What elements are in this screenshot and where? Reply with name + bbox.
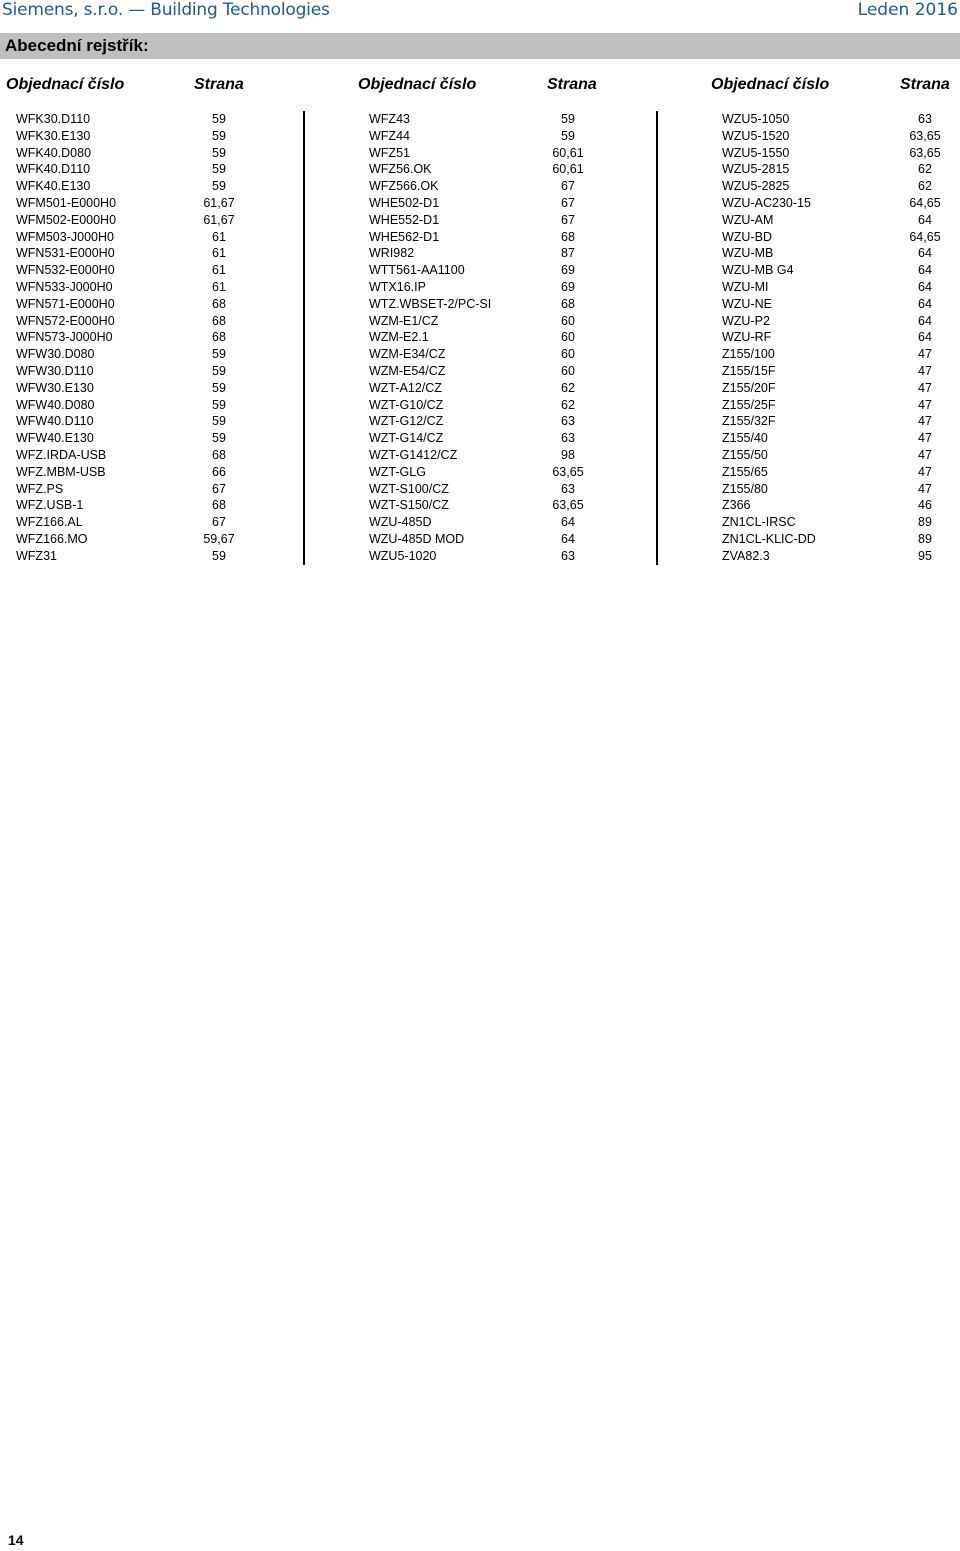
index-row [722,296,952,313]
index-row [369,497,649,514]
order-code: WFZ.MBM-USB [16,464,106,479]
page-ref: 63 [561,548,575,563]
index-row [722,313,952,330]
index-row [369,212,649,229]
index-row [722,464,952,481]
index-row [16,145,296,162]
index-row [722,430,952,447]
index-row [369,464,649,481]
index-row [369,128,649,145]
order-code: WTT561-AA1100 [369,263,465,278]
order-code: WZU5-1050 [722,112,790,126]
order-code: WZT-G14/CZ [369,431,444,446]
index-row [722,229,952,246]
page-ref: 66 [212,464,226,479]
page-ref: 64 [918,263,932,278]
index-row [722,397,952,414]
index-row [369,145,649,162]
order-code: WFZ44 [369,128,410,143]
order-code: WTX16.IP [369,279,426,294]
page-ref: 68 [212,498,226,513]
page-ref: 63 [561,431,575,446]
page-ref: 59 [212,548,226,563]
page-ref: 64 [918,330,932,345]
order-code: WFW40.D110 [16,414,94,429]
index-row [16,447,296,464]
index-row [722,380,952,397]
order-code: WFZ.IRDA-USB [16,447,107,462]
order-code: WZM-E34/CZ [369,347,446,362]
index-row [369,296,649,313]
order-code: WZU5-2815 [722,162,790,177]
order-code: WFZ.USB-1 [16,498,84,513]
page-ref: 59 [212,162,226,177]
index-row [16,464,296,481]
page-ref: 64 [918,279,932,294]
page-ref: 61,67 [203,212,235,227]
index-row [16,380,296,397]
page-ref: 59,67 [203,531,235,546]
index-row [16,548,296,565]
order-code: WZT-S150/CZ [369,498,449,513]
order-code: Z155/50 [722,447,768,462]
index-row [722,128,952,145]
page-ref: 67 [561,195,575,210]
index-row [369,548,649,565]
page-ref: 59 [212,128,226,143]
index-row [722,346,952,363]
page-ref: 47 [918,380,932,395]
page-ref: 68 [212,296,226,311]
index-column-2 [369,111,649,565]
index-row [722,548,952,565]
order-code: WZM-E1/CZ [369,313,439,328]
page-ref: 59 [212,145,226,160]
page-ref: 89 [918,515,932,530]
page-ref: 63 [918,112,932,126]
order-code: WZU-MB G4 [722,263,794,278]
order-code: WFN572-E000H0 [16,313,115,328]
index-row [722,413,952,430]
order-code: WRI982 [369,246,415,261]
index-row [722,497,952,514]
order-code: WFM501-E000H0 [16,195,117,210]
page-ref: 68 [561,229,575,244]
index-row [722,178,952,195]
index-row [369,447,649,464]
page-ref: 63,65 [552,464,584,479]
page-title: Abecední rejstřík: [5,36,149,55]
order-code: WZU-MI [722,279,769,294]
order-code: ZN1CL-IRSC [722,515,796,530]
order-code: WZM-E2.1 [369,330,429,345]
index-row [369,413,649,430]
page-ref: 59 [212,431,226,446]
order-code: WZU-RF [722,330,772,345]
order-code: WFZ51 [369,145,410,160]
page-ref: 68 [212,447,226,462]
order-code: WFK40.D110 [16,162,91,177]
page-ref: 61 [212,246,226,261]
order-code: WZT-G10/CZ [369,397,444,412]
index-row [722,145,952,162]
index-row [722,212,952,229]
page-ref: 59 [212,397,226,412]
index-row [16,279,296,296]
order-code: WFM502-E000H0 [16,212,117,227]
order-code: Z155/80 [722,481,768,496]
page-ref: 68 [212,313,226,328]
page-ref: 67 [561,179,575,194]
index-row [16,128,296,145]
order-code: WZM-E54/CZ [369,363,446,378]
index-row [16,363,296,380]
order-code: WZT-S100/CZ [369,481,449,496]
page-ref: 47 [918,481,932,496]
page-number: 14 [8,1532,24,1548]
index-row [722,481,952,498]
page-ref: 62 [918,162,932,177]
index-row [722,262,952,279]
order-code: WFZ.PS [16,481,64,496]
order-code: Z155/65 [722,464,768,479]
order-code: WZU5-2825 [722,179,790,194]
order-code: Z155/32F [722,414,776,429]
index-row [16,397,296,414]
page-ref: 64,65 [909,195,941,210]
page-ref: 61,67 [203,195,235,210]
order-code: WFW30.E130 [16,380,94,395]
order-code: WFZ43 [369,112,410,126]
index-row [16,178,296,195]
order-code: WZU-AC230-15 [722,195,811,210]
page-ref: 62 [918,179,932,194]
order-code: Z155/100 [722,347,775,362]
index-row [16,296,296,313]
page-ref: 62 [561,397,575,412]
order-code: WHE562-D1 [369,229,440,244]
column-divider [303,111,305,565]
order-code: WFZ31 [16,548,57,563]
order-code: WFW40.D080 [16,397,95,412]
order-code: WZT-A12/CZ [369,380,442,395]
column-header-code-3: Objednací číslo [711,76,830,93]
order-code: ZVA82.3 [722,548,770,563]
order-code: WZU5-1020 [369,548,437,563]
index-row [722,161,952,178]
index-row [722,195,952,212]
page-ref: 89 [918,531,932,546]
column-header-code-1: Objednací číslo [6,76,125,93]
index-row [722,363,952,380]
page-ref: 47 [918,464,932,479]
index-row [369,178,649,195]
page-ref: 64 [918,246,932,261]
index-row [369,279,649,296]
index-row [16,262,296,279]
index-row [369,514,649,531]
index-row [16,195,296,212]
order-code: Z155/20F [722,380,776,395]
page-ref: 98 [561,447,575,462]
page-ref: 59 [212,112,226,126]
order-code: WFW30.D110 [16,363,94,378]
page-ref: 59 [561,128,575,143]
index-row [369,380,649,397]
index-row [16,329,296,346]
page-ref: 46 [918,498,932,513]
index-row [369,397,649,414]
page-ref: 59 [212,414,226,429]
order-code: Z155/25F [722,397,776,412]
page-ref: 47 [918,431,932,446]
order-code: WFK30.E130 [16,128,91,143]
index-column-3 [722,111,952,565]
page-ref: 64 [918,212,932,227]
order-code: WHE552-D1 [369,212,440,227]
index-row [369,363,649,380]
page-ref: 64,65 [909,229,941,244]
page-ref: 63 [561,481,575,496]
page-ref: 47 [918,363,932,378]
order-code: WFZ56.OK [369,162,432,177]
order-code: WHE502-D1 [369,195,440,210]
order-code: WZU-BD [722,229,772,244]
page-ref: 61 [212,263,226,278]
index-row [16,514,296,531]
order-code: Z155/40 [722,431,768,446]
page-ref: 59 [212,363,226,378]
page-ref: 47 [918,414,932,429]
page-ref: 60,61 [552,145,584,160]
order-code: WFN531-E000H0 [16,246,115,261]
index-row [722,279,952,296]
order-code: WFW40.E130 [16,431,94,446]
order-code: WFK40.E130 [16,179,91,194]
order-code: WZU5-1550 [722,145,790,160]
order-code: WZU-MB [722,246,774,261]
page-ref: 63,65 [909,128,941,143]
order-code: WZU-485D MOD [369,531,465,546]
order-code: WFZ166.AL [16,515,83,530]
page-ref: 60 [561,313,575,328]
order-code: Z366 [722,498,751,513]
index-row [369,245,649,262]
title-bar [0,33,960,59]
order-code: WFN571-E000H0 [16,296,115,311]
page-ref: 69 [561,263,575,278]
page-ref: 64 [918,313,932,328]
page-ref: 47 [918,347,932,362]
page-ref: 68 [212,330,226,345]
index-row [722,531,952,548]
order-code: WZU-AM [722,212,774,227]
page-ref: 87 [561,246,575,261]
order-code: WFM503-J000H0 [16,229,114,244]
index-row [722,514,952,531]
index-row [16,161,296,178]
page-ref: 68 [561,296,575,311]
index-row [369,111,649,128]
order-code: WTZ.WBSET-2/PC-SI [369,296,492,311]
index-row [16,229,296,246]
column-header-page-1: Strana [194,76,244,93]
index-row [369,313,649,330]
order-code: ZN1CL-KLIC-DD [722,531,816,546]
header-date: Leden 2016 [857,0,958,20]
page-ref: 62 [561,380,575,395]
index-row [16,212,296,229]
order-code: WFN573-J000H0 [16,330,113,345]
page-ref: 47 [918,397,932,412]
index-row [369,481,649,498]
index-row [369,329,649,346]
page-ref: 67 [561,212,575,227]
order-code: WZT-GLG [369,464,426,479]
page-ref: 59 [561,112,575,126]
index-row [16,481,296,498]
order-code: WZU-485D [369,515,432,530]
column-header-code-2: Objednací číslo [358,76,477,93]
page-ref: 67 [212,515,226,530]
page-ref: 63 [561,414,575,429]
index-row [16,413,296,430]
page-ref: 59 [212,347,226,362]
order-code: WFK30.D110 [16,112,91,126]
page-ref: 59 [212,179,226,194]
index-row [722,111,952,128]
column-divider [656,111,658,565]
page-ref: 63,65 [909,145,941,160]
order-code: WZU5-1520 [722,128,790,143]
order-code: WFN533-J000H0 [16,279,113,294]
order-code: WFN532-E000H0 [16,263,115,278]
index-row [369,161,649,178]
page-ref: 60 [561,363,575,378]
index-row [722,447,952,464]
index-row [369,346,649,363]
page-ref: 59 [212,380,226,395]
page-ref: 67 [212,481,226,496]
index-row [16,313,296,330]
index-row [16,346,296,363]
page-ref: 61 [212,229,226,244]
index-row [369,262,649,279]
index-row [369,229,649,246]
column-header-page-3: Strana [900,76,950,93]
header-company: Siemens, s.r.o. — Building Technologies [2,0,330,20]
page-ref: 64 [918,296,932,311]
order-code: WZT-G1412/CZ [369,447,458,462]
page-ref: 60 [561,330,575,345]
index-row [16,245,296,262]
page-ref: 60 [561,347,575,362]
page-ref: 63,65 [552,498,584,513]
page-ref: 69 [561,279,575,294]
page-ref: 95 [918,548,932,563]
page-ref: 47 [918,447,932,462]
index-column-1 [16,111,296,565]
page-ref: 64 [561,515,575,530]
index-row [722,329,952,346]
index-row [16,531,296,548]
page-ref: 61 [212,279,226,294]
index-row [369,430,649,447]
index-row [16,111,296,128]
order-code: WZU-NE [722,296,772,311]
index-row [369,531,649,548]
index-row [369,195,649,212]
column-header-page-2: Strana [547,76,597,93]
index-row [16,497,296,514]
page-ref: 64 [561,531,575,546]
order-code: WFZ566.OK [369,179,439,194]
index-row [722,245,952,262]
index-row [16,430,296,447]
order-code: WFK40.D080 [16,145,92,160]
order-code: WFZ166.MO [16,531,88,546]
order-code: Z155/15F [722,363,776,378]
order-code: WZU-P2 [722,313,770,328]
page-ref: 60,61 [552,162,584,177]
order-code: WZT-G12/CZ [369,414,444,429]
order-code: WFW30.D080 [16,347,95,362]
